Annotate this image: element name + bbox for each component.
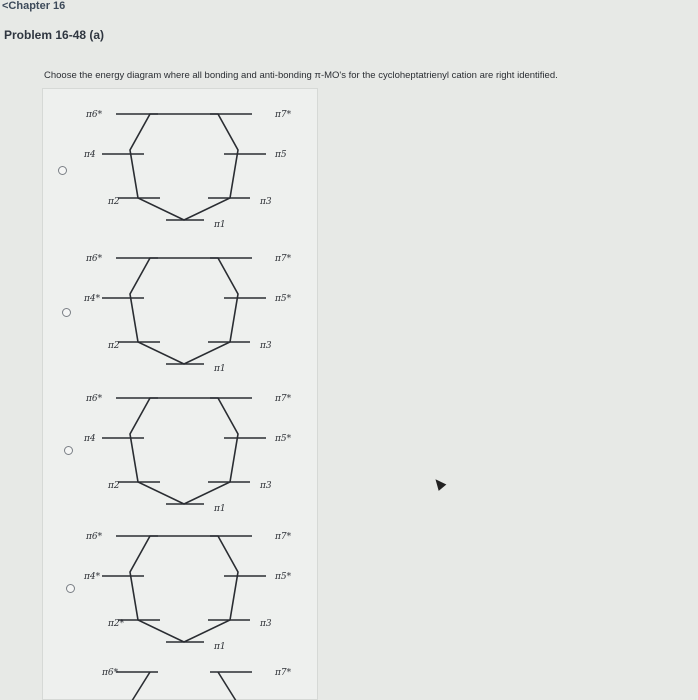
label-r1: π7* — [275, 394, 292, 404]
label-r3: π3 — [260, 619, 272, 629]
label-l1: π6* — [86, 394, 103, 404]
label-r2: π5 — [275, 150, 287, 160]
question-text: Choose the energy diagram where all bonding and anti-bonding π-MO's for the cycloheptatrienyl cation are right identified. — [44, 70, 558, 81]
label-r3: π3 — [260, 481, 272, 491]
option-5-mo-diagram — [80, 658, 310, 700]
option-2-mo-diagram — [80, 244, 310, 379]
label-l1: π6* — [102, 668, 119, 678]
label-b: π1 — [214, 220, 226, 230]
label-l3: π2 — [108, 481, 120, 491]
back-to-chapter-link[interactable]: <Chapter 16 — [2, 0, 66, 12]
label-r2: π5* — [275, 572, 292, 582]
mouse-cursor-icon — [432, 476, 447, 491]
option-1-radio[interactable] — [58, 166, 67, 175]
option-2-radio[interactable] — [62, 308, 71, 317]
label-r1: π7* — [275, 254, 292, 264]
label-r3: π3 — [260, 341, 272, 351]
label-r1: π7* — [275, 110, 292, 120]
option-3-mo-diagram — [80, 384, 310, 519]
label-r1: π7* — [275, 532, 292, 542]
label-b: π1 — [214, 642, 226, 652]
label-r2: π5* — [275, 434, 292, 444]
label-l2: π4* — [84, 572, 101, 582]
label-b: π1 — [214, 504, 226, 514]
label-b: π1 — [214, 364, 226, 374]
label-l3: π2 — [108, 341, 120, 351]
label-l3: π2 — [108, 197, 120, 207]
label-r1: π7* — [275, 668, 292, 678]
label-l3: π2* — [108, 619, 125, 629]
label-l2: π4 — [84, 150, 96, 160]
option-4-radio[interactable] — [66, 584, 75, 593]
label-r2: π5* — [275, 294, 292, 304]
label-l1: π6* — [86, 532, 103, 542]
option-1-mo-diagram — [80, 100, 310, 235]
label-r3: π3 — [260, 197, 272, 207]
problem-title: Problem 16-48 (a) — [4, 28, 105, 42]
label-l1: π6* — [86, 110, 103, 120]
option-3-radio[interactable] — [64, 446, 73, 455]
option-4-mo-diagram — [80, 522, 310, 657]
label-l2: π4 — [84, 434, 96, 444]
label-l1: π6* — [86, 254, 103, 264]
label-l2: π4* — [84, 294, 101, 304]
